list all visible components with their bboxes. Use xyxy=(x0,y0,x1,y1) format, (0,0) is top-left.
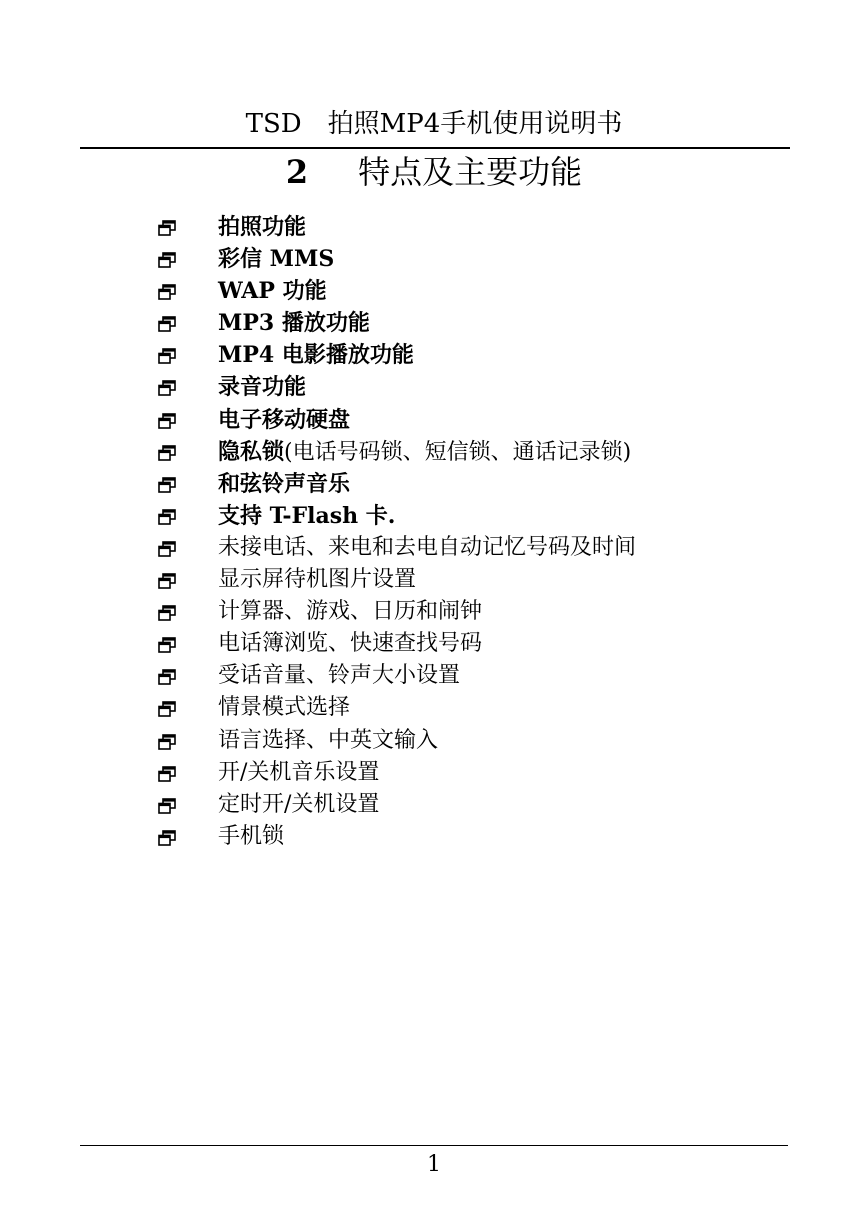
feature-text xyxy=(218,339,414,372)
windows-restore-icon xyxy=(158,637,176,653)
feature-label: 未接电话、来电和去电自动记忆号码及时间 xyxy=(218,534,637,560)
windows-restore-icon xyxy=(158,798,176,814)
feature-text xyxy=(218,436,631,469)
header-rule xyxy=(80,147,790,149)
feature-text xyxy=(218,371,306,404)
feature-text xyxy=(218,532,636,564)
windows-restore-icon xyxy=(158,509,176,525)
feature-label: 定时开/关机设置 xyxy=(218,791,380,817)
feature-label: 录音功能 xyxy=(218,374,307,401)
feature-label: 电话簿浏览、快速查找号码 xyxy=(218,631,483,657)
feature-text xyxy=(218,660,460,692)
feature-label: 和弦铃声音乐 xyxy=(218,470,351,497)
feature-label: MP4 电影播放功能 xyxy=(218,342,414,369)
feature-text xyxy=(218,468,350,501)
windows-restore-icon xyxy=(158,669,176,685)
windows-restore-icon xyxy=(158,316,176,332)
feature-text xyxy=(218,692,350,724)
windows-restore-icon xyxy=(158,830,176,846)
feature-label: 开/关机音乐设置 xyxy=(218,759,380,785)
windows-restore-icon xyxy=(158,252,176,268)
footer-rule xyxy=(80,1145,788,1146)
windows-restore-icon xyxy=(158,541,176,557)
feature-label: 语言选择、中英文输入 xyxy=(218,727,439,753)
feature-label: 拍照功能 xyxy=(218,214,307,240)
feature-label: 受话音量、铃声大小设置 xyxy=(218,663,461,689)
windows-restore-icon xyxy=(158,380,176,396)
feature-text xyxy=(218,211,306,244)
chapter-title xyxy=(80,150,788,194)
windows-restore-icon xyxy=(158,701,176,717)
windows-restore-icon xyxy=(158,734,176,750)
page-header: TSD 拍照MP4手机使用说明书 xyxy=(245,109,623,139)
windows-restore-icon xyxy=(158,413,176,429)
feature-label: WAP 功能 xyxy=(218,278,327,305)
windows-restore-icon xyxy=(158,284,176,300)
feature-text xyxy=(218,725,438,757)
feature-text xyxy=(218,821,284,853)
feature-label: 计算器、游戏、日历和闹钟 xyxy=(218,599,483,625)
feature-label: 情景模式选择 xyxy=(218,695,351,721)
feature-text xyxy=(218,596,482,628)
feature-text xyxy=(218,628,482,660)
feature-label: 隐私锁 xyxy=(218,438,285,465)
feature-label: 显示屏待机图片设置 xyxy=(218,567,417,593)
page-number: 1 xyxy=(427,1152,441,1177)
feature-suffix: (电话号码锁、短信锁、通话记录锁) xyxy=(284,439,632,465)
chapter-title-text: 特点及主要功能 xyxy=(358,153,583,191)
feature-label: MP3 播放功能 xyxy=(218,310,370,337)
feature-text xyxy=(218,564,416,596)
feature-label: 手机锁 xyxy=(218,823,285,849)
windows-restore-icon xyxy=(158,605,176,621)
feature-text xyxy=(218,275,327,308)
windows-restore-icon xyxy=(158,766,176,782)
feature-text xyxy=(218,789,379,821)
chapter-number: 2 xyxy=(285,153,309,191)
feature-text xyxy=(218,757,379,789)
feature-label: 支持 T-Flash 卡. xyxy=(218,502,396,529)
windows-restore-icon xyxy=(158,348,176,364)
windows-restore-icon xyxy=(158,445,176,461)
feature-text xyxy=(218,500,395,533)
windows-restore-icon xyxy=(158,573,176,589)
feature-text xyxy=(218,404,350,437)
windows-restore-icon xyxy=(158,477,176,493)
feature-label: 电子移动硬盘 xyxy=(218,406,351,433)
windows-restore-icon xyxy=(158,220,176,236)
feature-text xyxy=(218,307,370,340)
feature-text xyxy=(218,243,334,276)
feature-label: 彩信 MMS xyxy=(218,246,335,273)
